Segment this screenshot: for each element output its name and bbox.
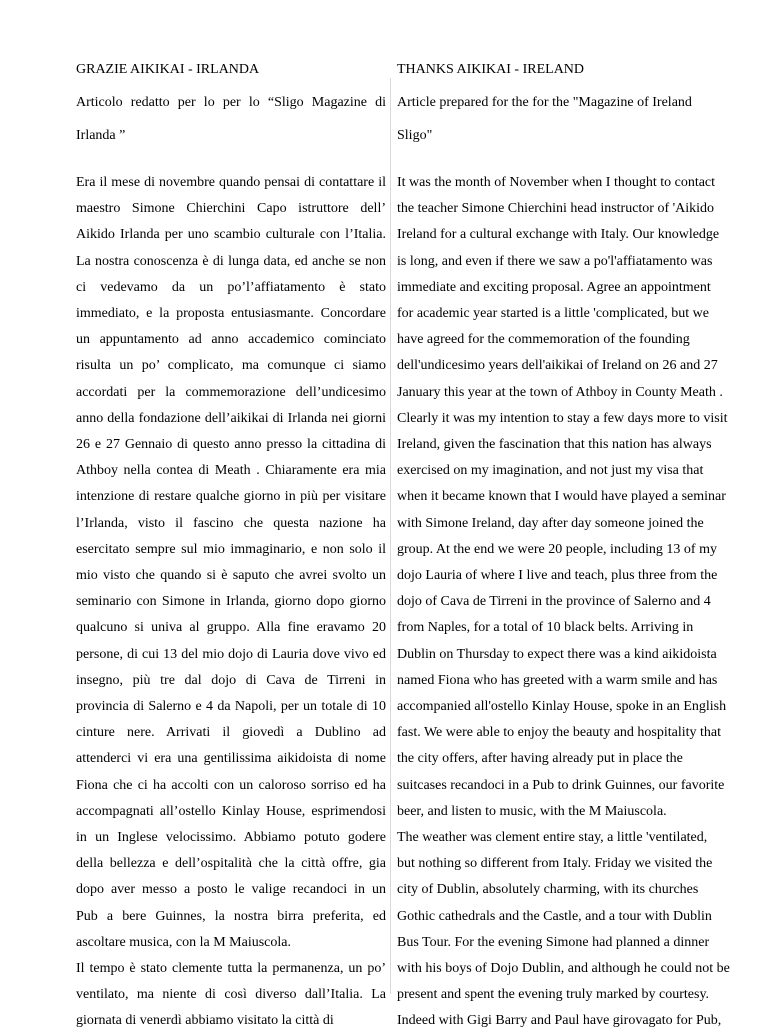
left-body-line: mio visto che quando si è saputo che avrei svolto un <box>76 568 386 583</box>
left-body-line: della bellezza e dell’ospitalità che la città offre, gia <box>76 856 386 872</box>
right-body-line: Ireland, given the fascination that this nation has always <box>397 437 712 452</box>
italian-title: GRAZIE AIKIKAI - IRLANDA <box>76 62 260 77</box>
italian-column <box>76 0 386 1029</box>
right-body-line: present and spent the evening truly marked by courtesy. <box>397 987 710 1003</box>
right-body-line: accompanied all'ostello Kinlay House, spoke in an English <box>397 699 727 714</box>
english-title: THANKS AIKIKAI - IRELAND <box>397 62 585 77</box>
left-body-line: dopo aver messo a posto le valige recandoci in un <box>76 882 386 898</box>
right-body-line: Clearly it was my intention to stay a few days more to visit <box>397 410 728 426</box>
left-body-line: Pub a bere Guinnes, la nostra birra preferita, ed <box>76 908 386 924</box>
left-body-line: seminario con Simone in Irlanda, giorno dopo giorno <box>76 594 386 610</box>
right-body-line: suitcases recandoci in a Pub to drink Guinnes, our favorite <box>397 777 725 793</box>
left-body-line: risulta un po’ complicato, ma comunque ci siamo <box>76 358 386 374</box>
italian-subtitle-line-2: Irlanda ” <box>76 128 126 143</box>
italian-subtitle-line-1: Articolo redatto per lo per lo “Sligo Magazine di <box>76 95 386 110</box>
left-body-line: insegno, più tre dal dojo di Cava de Tirreni in <box>76 672 386 688</box>
left-body-line: Athboy nella contea di Meath . Chiaramente era mia <box>76 463 386 479</box>
right-body-line: Bus Tour. For the evening Simone had planned a dinner <box>397 934 710 950</box>
right-body-line: group. At the end we were 20 people, including 13 of my <box>397 541 717 557</box>
right-body-line: immediate and exciting proposal. Agree an appointment <box>397 279 711 295</box>
left-body-line: Fiona che ci ha accolti con un caloroso sorriso ed ha <box>76 777 386 793</box>
right-body-line: from Naples, for a total of 10 black belts. Arriving in <box>397 620 694 636</box>
right-body-line: for academic year started is a little 'complicated, but we <box>397 306 709 321</box>
right-body-line: have agreed for the commemoration of the founding <box>397 332 690 348</box>
left-body-line: esercitato sempre sul mio immaginario, e non solo il <box>76 541 386 557</box>
right-body-line: is long, and even if there we saw a po'l'affiatamento was <box>397 253 713 269</box>
left-body-line: maestro Simone Chierchini Capo istruttore dell’ <box>76 201 386 217</box>
right-body-line: beer, and listen to music, with the M Maiuscola. <box>397 803 667 819</box>
left-body-line: accompagnati all’ostello Kinlay House, esprimendosi <box>76 803 386 819</box>
left-body-line: 26 e 27 Gennaio di questo anno presso la cittadina di <box>76 437 386 452</box>
left-body-line: ascoltare musica, con la M Maiuscola. <box>76 934 291 950</box>
left-body-line: ventilato, ma niente di così diverso dall’Italia. La <box>76 987 386 1003</box>
left-body-line: Il tempo è stato clemente tutta la permanenza, un po’ <box>76 961 386 976</box>
column-divider <box>390 78 391 994</box>
left-body-line: l’Irlanda, visto il fascino che questa nazione ha <box>76 515 386 531</box>
right-body-line: named Fiona who has greeted with a warm smile and has <box>397 672 718 688</box>
right-body-line: but nothing so different from Italy. Friday we visited the <box>397 856 713 872</box>
left-body-line: anno della fondazione dell’aikikai di Irlanda nei giorni <box>76 410 386 426</box>
right-body-line: It was the month of November when I thought to contact <box>397 175 716 190</box>
english-subtitle-line-1: Article prepared for the for the "Magazine of Ireland <box>397 95 692 110</box>
right-body-line: Dublin on Thursday to expect there was a kind aikidoista <box>397 646 717 662</box>
right-body-line: January this year at the town of Athboy in County Meath . <box>397 384 723 400</box>
left-body-line: intenzione di restare qualche giorno in più per visitare <box>76 489 386 505</box>
right-body-line: when it became known that I would have played a seminar <box>397 489 726 505</box>
left-body-line: un appuntamento ad anno accademico cominciato <box>76 332 386 348</box>
left-body-line: accordati per la commemorazione dell’undicesimo <box>76 384 386 400</box>
right-body-line: fast. We were able to enjoy the beauty and hospitality that <box>397 725 722 741</box>
left-body-line: La nostra conoscenza è di lunga data, ed anche se non <box>76 253 386 269</box>
right-body-line: Gothic cathedrals and the Castle, and a tour with Dublin <box>397 908 712 924</box>
right-body-line: dell'undicesimo years dell'aikikai of Ireland on 26 and 27 <box>397 358 718 374</box>
right-body-line: the city offers, after having already put in place the <box>397 751 683 767</box>
left-body-line: qualcuno si univa al gruppo. Alla fine eravamo 20 <box>76 620 386 636</box>
right-body-line: city of Dublin, absolutely charming, with its churches <box>397 882 699 898</box>
left-body-line: giornata di venerdì abbiamo visitato la città di <box>76 1013 334 1029</box>
left-body-line: cinture nere. Arrivati il giovedì a Dublino ad <box>76 725 386 741</box>
right-body-line: Indeed with Gigi Barry and Paul have girovagato for Pub, <box>397 1013 722 1029</box>
left-body-line: attenderci vi era una gentilissima aikidoista di nome <box>76 751 386 767</box>
left-body-line: in un Inglese velocissimo. Abbiamo potuto godere <box>76 830 386 845</box>
right-body-line: Ireland for a cultural exchange with Italy. Our knowledge <box>397 227 720 243</box>
left-body-line: provincia di Salerno e 4 da Napoli, per un totale di 10 <box>76 699 386 714</box>
right-body-line: exercised on my imagination, and not just my visa that <box>397 463 704 479</box>
english-column <box>397 0 730 1029</box>
left-body-line: immediato, e la proposta entusiasmante. Concordare <box>76 306 386 321</box>
right-body-line: with Simone Ireland, day after day someone joined the <box>397 515 704 531</box>
right-body-line: dojo of Cava de Tirreni in the province of Salerno and 4 <box>397 594 711 610</box>
left-body-line: Era il mese di novembre quando pensai di contattare il <box>76 175 386 190</box>
right-body-line: dojo Lauria of where I live and teach, plus three from the <box>397 568 718 583</box>
english-subtitle-line-2: Sligo" <box>397 128 433 143</box>
left-body-line: persone, di cui 13 del mio dojo di Lauria dove vivo ed <box>76 646 386 662</box>
left-body-line: Aikido Irlanda per uno scambio culturale con l’Italia. <box>76 227 386 243</box>
right-body-line: The weather was clement entire stay, a little 'ventilated, <box>397 830 708 845</box>
right-body-line: with his boys of Dojo Dublin, and although he could not be <box>397 961 730 976</box>
left-body-line: ci vedevamo da un po’l’affiatamento è stato <box>76 279 386 295</box>
right-body-line: the teacher Simone Chierchini head instructor of 'Aikido <box>397 201 715 217</box>
